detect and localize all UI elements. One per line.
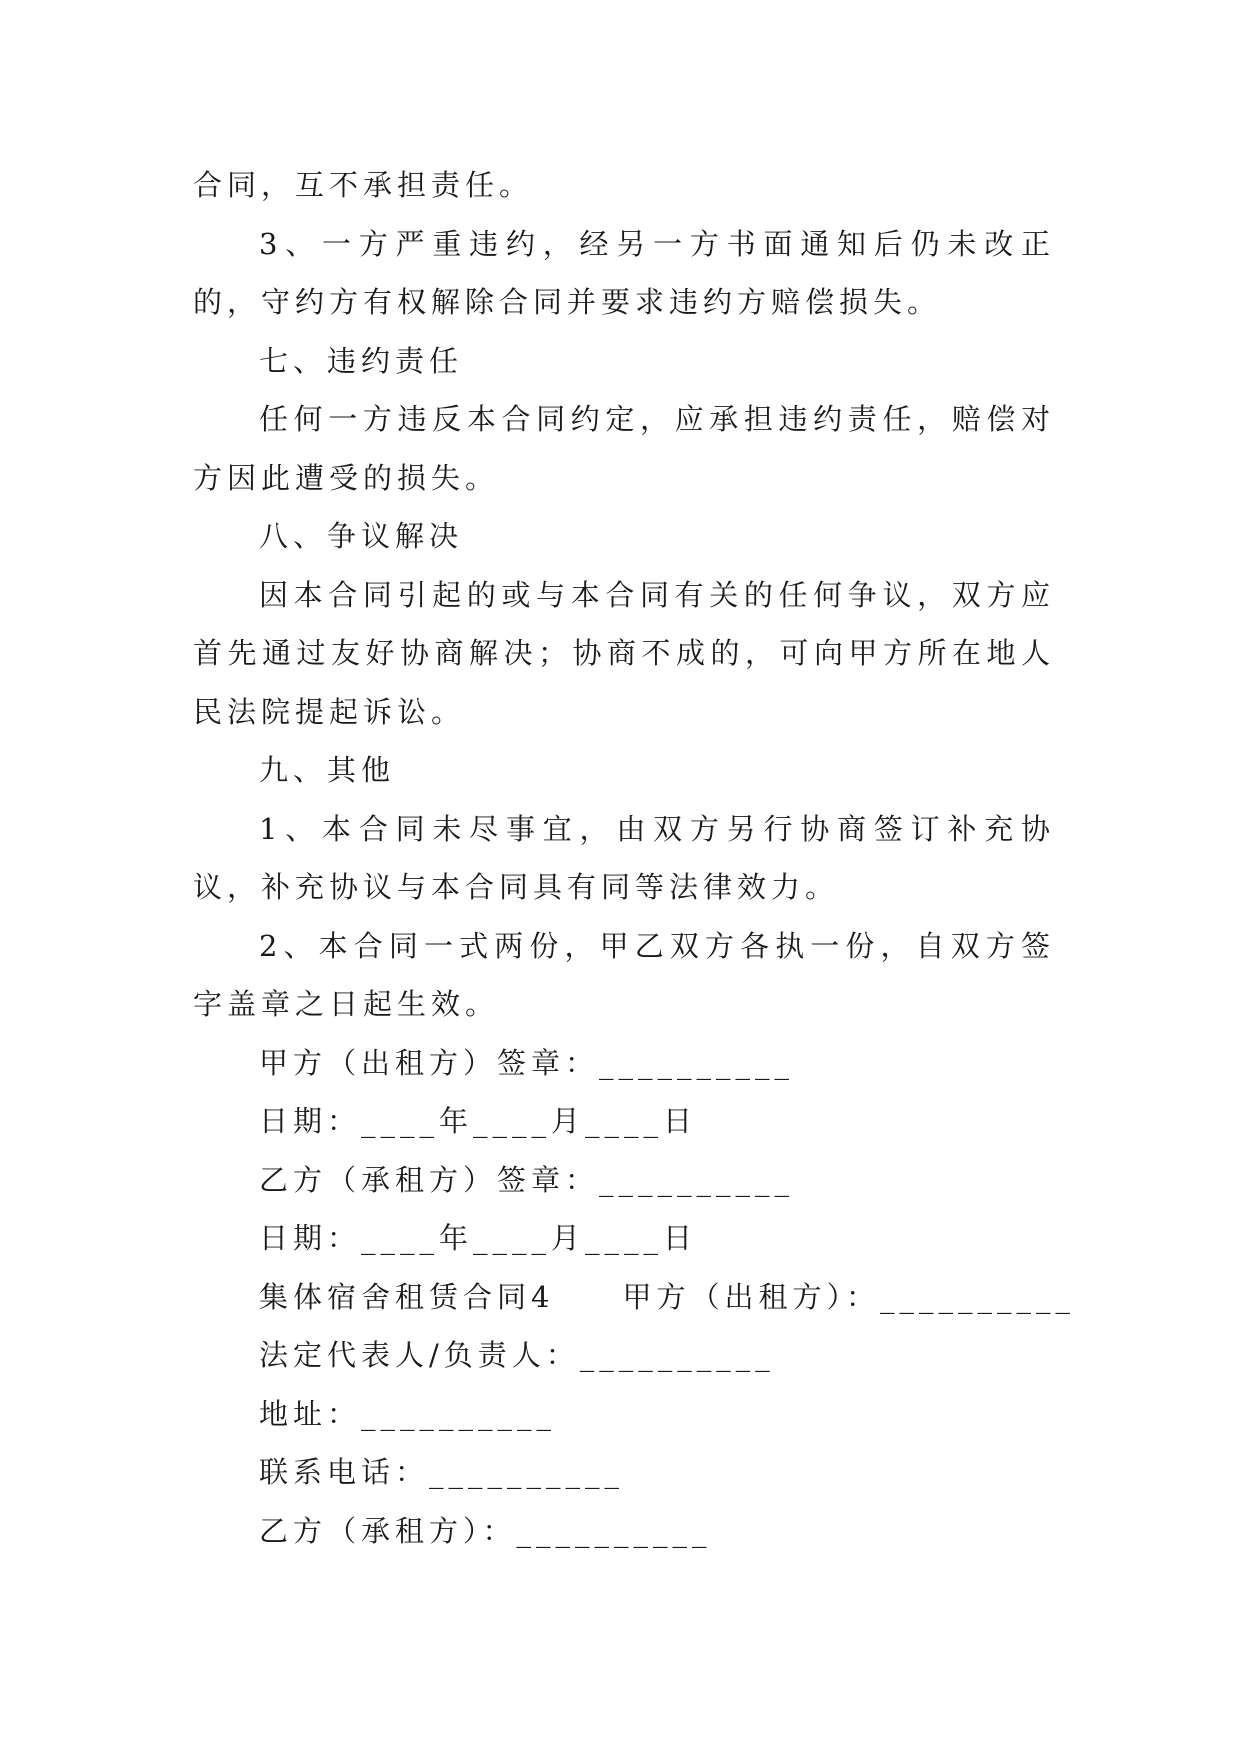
section-heading-other: 九、其他 <box>259 753 396 787</box>
lessee-date-line: 日期：____年____月____日 <box>259 1221 698 1255</box>
paragraph-dispute-resolution: 因本合同引起的或与本合同有关的任何争议，双方应首先通过友好协商解决；协商不成的，可向甲方所在地人民法院提起诉讼。 <box>193 577 1055 729</box>
signature-block <box>193 1034 1075 1561</box>
paragraph-clause-3: 3、一方严重违约，经另一方书面通知后仍未改正的，守约方有权解除合同并要求违约方赔偿损失。 <box>193 226 1055 319</box>
phone-line: 联系电话：__________ <box>259 1455 625 1489</box>
contract-4-lessor-line: 集体宿舍租赁合同4 甲方（出租方）：__________ <box>259 1279 1075 1314</box>
paragraph-continuation: 合同，互不承担责任。 <box>193 168 534 202</box>
contract-4-lessee-line: 乙方（承租方）：__________ <box>259 1513 712 1548</box>
legal-representative-line: 法定代表人/负责人：__________ <box>259 1338 775 1372</box>
section-heading-dispute: 八、争议解决 <box>259 519 464 553</box>
lessor-date-line: 日期：____年____月____日 <box>259 1104 698 1138</box>
address-line: 地址：__________ <box>259 1396 557 1431</box>
lessee-signature-line: 乙方（承租方）签章：__________ <box>259 1162 795 1197</box>
lessor-signature-line: 甲方（出租方）签章：__________ <box>259 1045 795 1080</box>
section-heading-breach: 七、违约责任 <box>259 343 464 378</box>
paragraph-breach-liability: 任何一方违反本合同约定，应承担违约责任，赔偿对方因此遭受的损失。 <box>193 402 1055 495</box>
paragraph-other-2: 2、本合同一式两份，甲乙双方各执一份，自双方签字盖章之日起生效。 <box>193 928 1055 1021</box>
contract-body <box>193 156 1075 1560</box>
paragraph-other-1: 1、本合同未尽事宜，由双方另行协商签订补充协议，补充协议与本合同具有同等法律效力。 <box>193 811 1055 904</box>
